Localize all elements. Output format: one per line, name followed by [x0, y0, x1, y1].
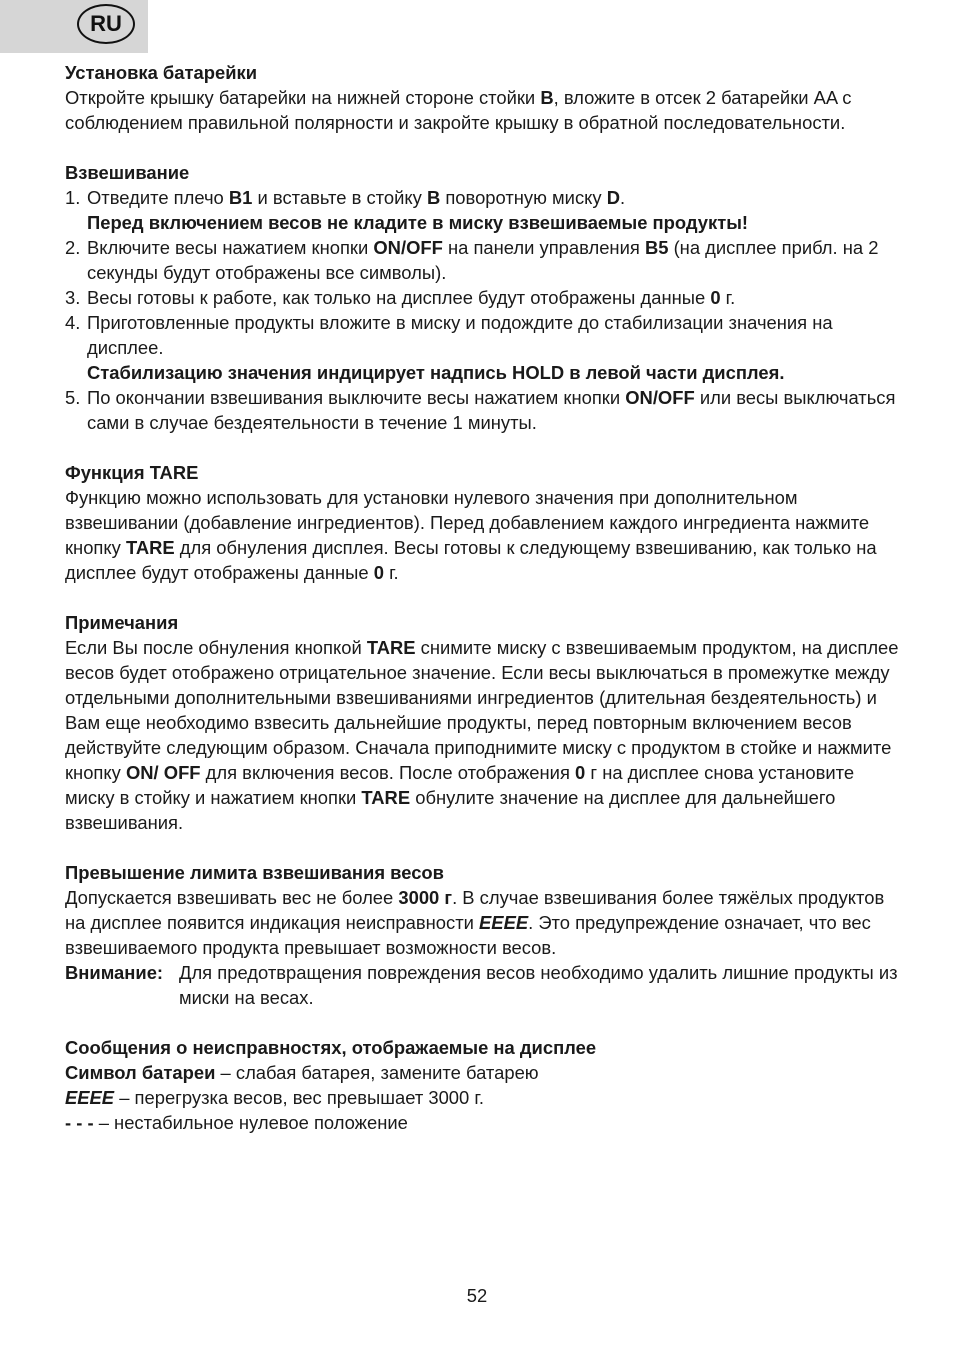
weighing-steps: [65, 185, 900, 435]
limit-section: [65, 860, 900, 1010]
text-run: или весы выключаться сами в случае бездеятельности в течение 1 минуты.: [87, 387, 896, 433]
text-run: и вставьте в стойку: [252, 187, 427, 208]
battery-section: [65, 60, 900, 135]
text-run: г.: [383, 562, 399, 583]
text-run: По окончании взвешивания выключите весы нажатием кнопки: [87, 387, 626, 408]
list-item: [65, 310, 900, 385]
attention-text: Для предотвращения повреждения весов необходимо удалить лишние продукты из миски на весах.: [179, 962, 898, 1008]
errors-section: [65, 1035, 900, 1135]
weighing-heading: Взвешивание: [65, 162, 190, 183]
bold-run: ON/ OFF: [125, 762, 201, 783]
text-run: .: [620, 187, 626, 208]
step-number: 2.: [65, 237, 81, 258]
error-term: Символ батареи: [65, 1062, 216, 1083]
text-run: поворотную миску: [440, 187, 607, 208]
step-warning: Перед включением весов не кладите в миску взвешиваемые продукты!: [87, 212, 749, 233]
language-tab: [0, 0, 148, 53]
bold-run: B: [426, 187, 441, 208]
text-run: (на дисплее прибл. на 2 секунды будут отображены все символы).: [87, 237, 879, 283]
text-run: г.: [720, 287, 736, 308]
bold-run: B: [540, 87, 554, 108]
language-badge: RU: [77, 4, 135, 44]
step-number: 1.: [65, 187, 81, 208]
text-run: Допускается взвешивать вес не более: [65, 887, 399, 908]
bold-run: 0: [710, 287, 721, 308]
text-run: для обнуления дисплея. Весы готовы к следующему взвешиванию, как только на дисплее будут отображены данные: [65, 537, 877, 583]
text-run: Откройте крышку батарейки на нижней стороне стойки: [65, 87, 541, 108]
bold-run: ON/OFF: [625, 387, 695, 408]
error-term: EEEE: [65, 1087, 115, 1108]
attention-note: [65, 960, 900, 1010]
battery-text: [65, 85, 900, 135]
error-description: – перегрузка весов, вес превышает 3000 г.: [114, 1087, 484, 1108]
text-run: обнулите значение на дисплее для дальнейшего взвешивания.: [65, 787, 836, 833]
text-run: снимите миску с взвешиваемым продуктом, на дисплее весов будет отображено отрицательное значение. Если весы выключаться в промежутке между отдельными дополнительными взвешиваниями ингредиентов (длительная бездеятельность) и Вам еще необходимо взвесить дальнейшие продукты, перед повторным включением весов действуйте следующим образом. Сначала приподнимите миску с продуктом в стойке и нажмите кнопку: [65, 637, 899, 783]
notes-section: [65, 610, 900, 835]
error-description: – слабая батарея, замените батарею: [215, 1062, 539, 1083]
bold-run: D: [606, 187, 620, 208]
bold-run: B5: [644, 237, 669, 258]
bold-run: TARE: [125, 537, 175, 558]
bold-run: TARE: [361, 787, 411, 808]
text-run: Включите весы нажатием кнопки: [87, 237, 374, 258]
error-row: [65, 1060, 900, 1085]
error-description: – нестабильное нулевое положение: [93, 1112, 408, 1133]
error-term: - - -: [65, 1112, 94, 1133]
page-number: 52: [466, 1285, 488, 1306]
bold-run: B1: [228, 187, 253, 208]
text-run: . Это предупреждение означает, что вес взвешиваемого продукта превышает возможности весов.: [65, 912, 871, 958]
tare-heading: Функция TARE: [65, 462, 199, 483]
step-warning: Стабилизацию значения индицирует надпись HOLD в левой части дисплея.: [87, 362, 785, 383]
error-row: [65, 1085, 900, 1110]
battery-heading: Установка батарейки: [65, 62, 258, 83]
tare-section: [65, 460, 900, 585]
text-run: Если Вы после обнуления кнопкой: [65, 637, 367, 658]
bold-run: 0: [373, 562, 384, 583]
tare-text: [65, 485, 900, 585]
step-number: 3.: [65, 287, 81, 308]
notes-heading: Примечания: [65, 612, 179, 633]
text-run: Отведите плечо: [87, 187, 229, 208]
text-run: Весы готовы к работе, как только на дисплее будут отображены данные: [87, 287, 711, 308]
list-item: [65, 185, 900, 235]
text-run: для включения весов. После отображения: [200, 762, 576, 783]
bold-run: ON/OFF: [373, 237, 443, 258]
list-item: [65, 285, 900, 310]
bold-italic-run: EEEE: [479, 912, 529, 933]
step-number: 5.: [65, 387, 81, 408]
bold-run: 3000 г: [398, 887, 453, 908]
list-item: [65, 235, 900, 285]
text-run: Приготовленные продукты вложите в миску и подождите до стабилизации значения на дисплее.: [87, 312, 833, 358]
limit-heading: Превышение лимита взвешивания весов: [65, 862, 444, 883]
notes-text: [65, 635, 900, 835]
attention-label: Внимание:: [65, 962, 164, 983]
text-run: г на дисплее снова установите миску в стойку и нажатием кнопки: [65, 762, 855, 808]
weighing-section: [65, 160, 900, 435]
text-run: . В случае взвешивания более тяжёлых продуктов на дисплее появится индикация неисправности: [65, 887, 885, 933]
bold-run: 0: [575, 762, 586, 783]
bold-run: TARE: [366, 637, 416, 658]
page-content: [65, 60, 900, 1160]
text-run: , вложите в отсек 2 батарейки AA с соблюдением правильной полярности и закройте крышку в обратной последовательности.: [65, 87, 852, 133]
text-run: на панели управления: [442, 237, 645, 258]
list-item: [65, 385, 900, 435]
error-row: [65, 1110, 900, 1135]
step-number: 4.: [65, 312, 81, 333]
text-run: Функцию можно использовать для установки нулевого значения при дополнительном взвешивании (добавление ингредиентов). Перед добавлением каждого ингредиента нажмите кнопку: [65, 487, 870, 558]
limit-text: [65, 885, 900, 960]
errors-heading: Сообщения о неисправностях, отображаемые на дисплее: [65, 1037, 597, 1058]
